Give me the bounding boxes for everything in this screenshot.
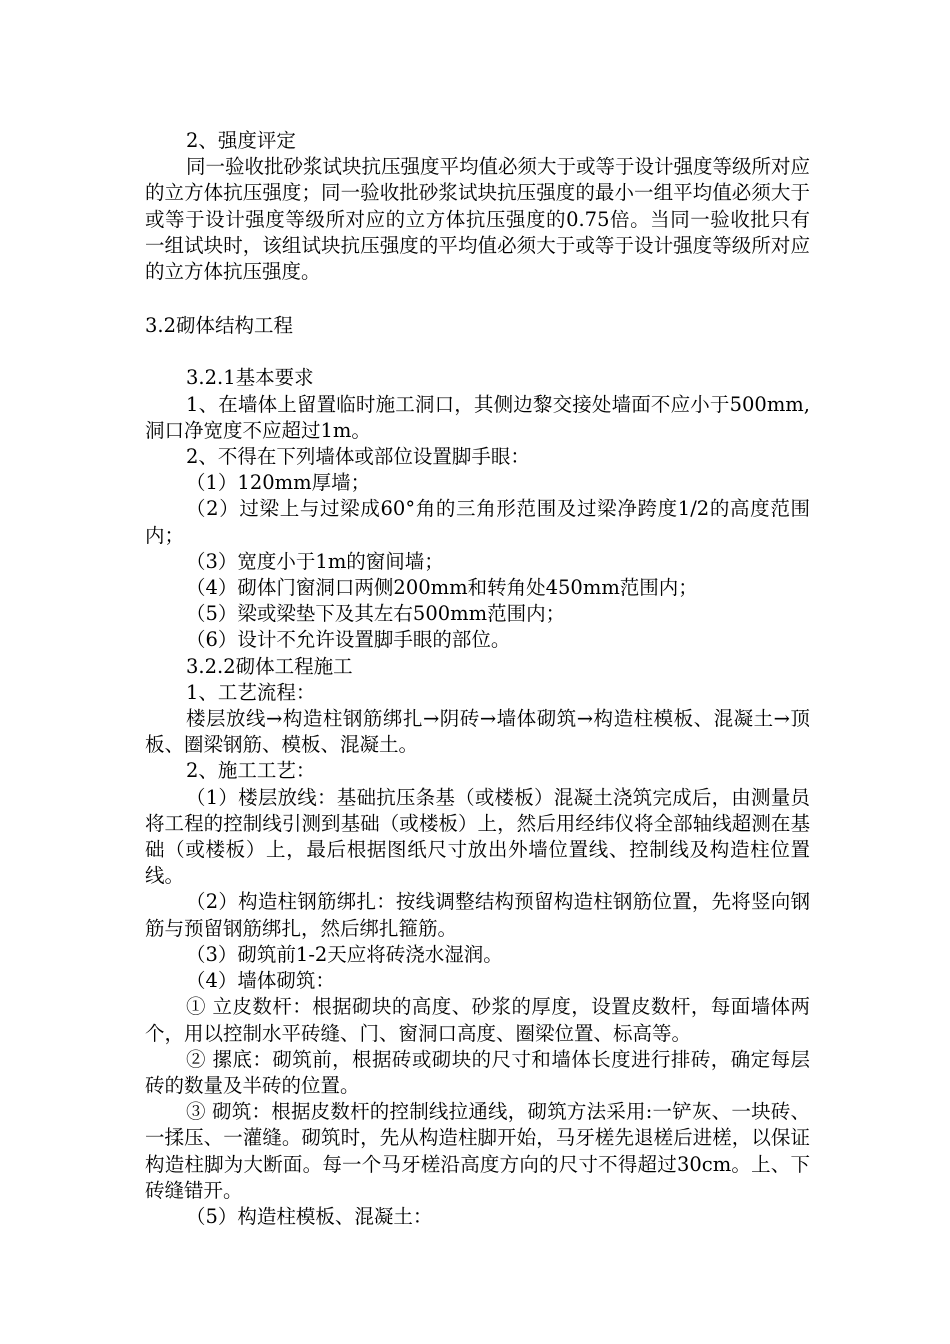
paragraph-item: ① 立皮数杆：根据砌块的高度、砂浆的厚度，设置皮数杆，每面墙体两个，用以控制水平砖缝、门、窗洞口高度、圈梁位置、标高等。 — [145, 995, 810, 1045]
document-body — [145, 128, 810, 1230]
paragraph-item: 1、在墙体上留置临时施工洞口，其侧边黎交接处墙面不应小于500mm,洞口净宽度不应超过1m。 — [145, 392, 810, 442]
paragraph-item: （4）墙体砌筑： — [186, 969, 335, 993]
paragraph-strength-heading: 2、强度评定 — [186, 129, 296, 152]
subsection-heading-basic: 3.2.1基本要求 — [186, 366, 314, 390]
paragraph-item: （1）120mm厚墙； — [186, 471, 371, 495]
paragraph-strength-body: 同一验收批砂浆试块抗压强度平均值必须大于或等于设计强度等级所对应的立方体抗压强度；同一验收批砂浆试块抗压强度的最小一组平均值必须大于或等于设计强度等级所对应的立方体抗压强度的0.75倍。当同一验收批只有一组试块时，该组试块抗压强度的平均值必须大于或等于设计强度等级所对应的立方体抗压强度。 — [145, 155, 811, 284]
paragraph-item: 1、工艺流程： — [186, 680, 316, 704]
subsection-heading-construction: 3.2.2砌体工程施工 — [186, 654, 353, 678]
paragraph-item: （5）梁或梁垫下及其左右500mm范围内； — [186, 602, 566, 626]
paragraph-item: ③ 砌筑：根据皮数杆的控制线拉通线，砌筑方法采用:一铲灰、一块砖、一揉压、一灌缝。砌筑时，先从构造柱脚开始，马牙槎先退槎后进槎，以保证构造柱脚为大断面。每一个马牙槎沿高度方向的尺寸不得超过30cm。上、下砖缝错开。 — [145, 1100, 810, 1202]
paragraph-item: （6）设计不允许设置脚手眼的部位。 — [186, 628, 511, 652]
paragraph-item: （5）构造柱模板、混凝土： — [186, 1204, 433, 1228]
paragraph-item: （4）砌体门窗洞口两侧200mm和转角处450mm范围内； — [186, 576, 698, 600]
paragraph-item: （3）砌筑前1-2天应将砖浇水湿润。 — [186, 942, 503, 966]
paragraph-item: （2）过梁上与过梁成60°角的三角形范围及过梁净跨度1/2的高度范围内； — [145, 497, 810, 547]
section-heading-masonry: 3.2砌体结构工程 — [145, 314, 294, 338]
paragraph-item: 2、施工工艺： — [186, 759, 316, 783]
paragraph-process-flow: 楼层放线→构造柱钢筋绑扎→阴砖→墙体砌筑→构造柱模板、混凝土→顶板、圈梁钢筋、模板、混凝土。 — [145, 707, 810, 757]
paragraph-item: （1）楼层放线：基础抗压条基（或楼板）混凝土浇筑完成后，由测量员将工程的控制线引测到基础（或楼板）上，然后用经纬仪将全部轴线超测在基础（或楼板）上，最后根据图纸尺寸放出外墙位置线、控制线及构造柱位置线。 — [145, 785, 810, 888]
paragraph-item: （2）构造柱钢筋绑扎：按线调整结构预留构造柱钢筋位置，先将竖向钢筋与预留钢筋绑扎，然后绑扎箍筋。 — [145, 890, 810, 940]
paragraph-item: 2、不得在下列墙体或部位设置脚手眼： — [186, 445, 530, 469]
paragraph-item: ② 摞底：砌筑前，根据砖或砌块的尺寸和墙体长度进行排砖，确定每层砖的数量及半砖的位置。 — [145, 1047, 810, 1097]
paragraph-item: （3）宽度小于1m的窗间墙； — [186, 549, 444, 573]
